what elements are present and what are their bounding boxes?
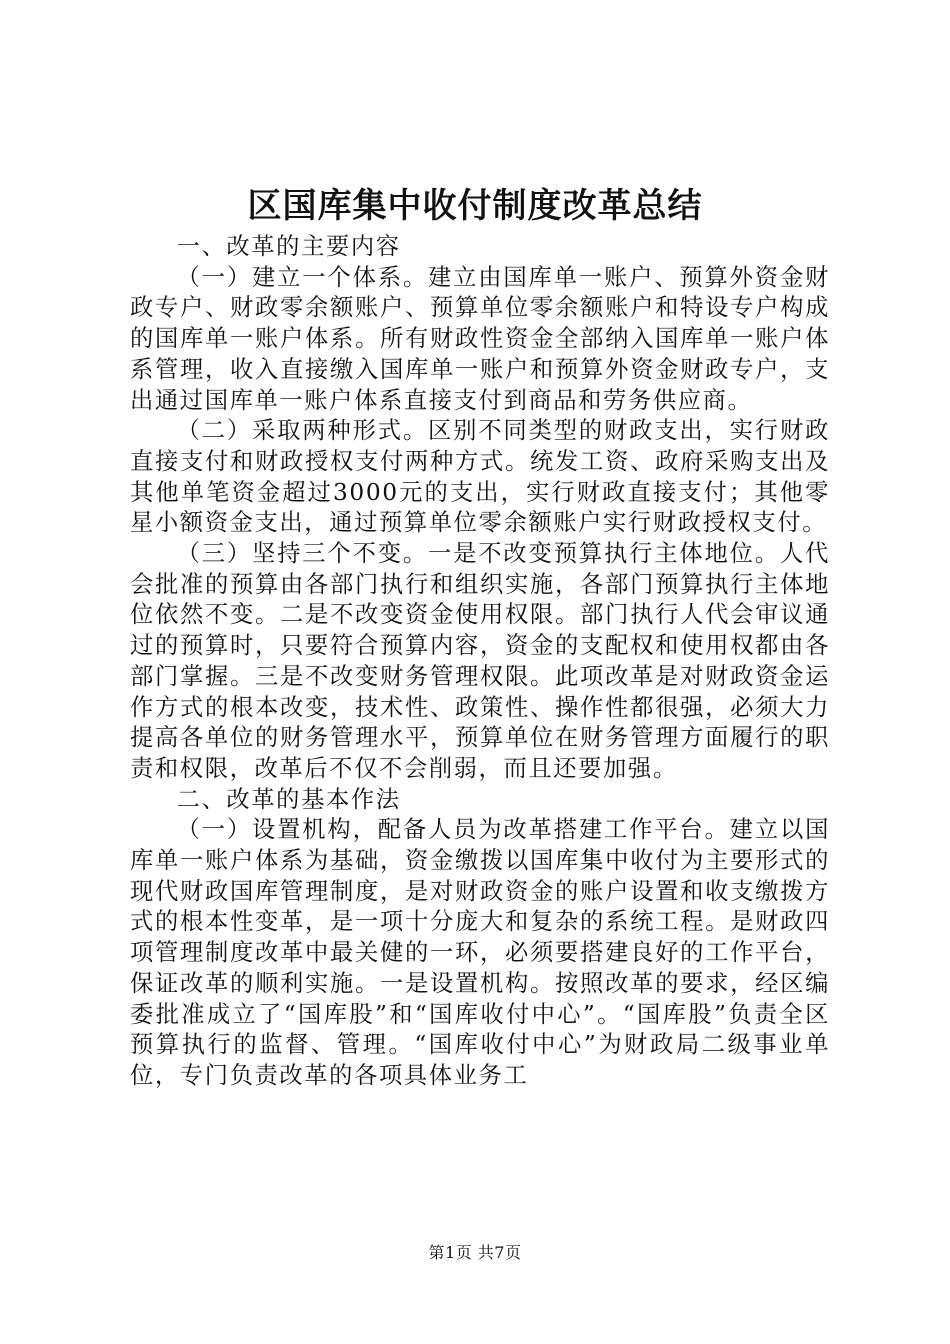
paragraph: （二）采取两种形式。区别不同类型的财政支出，实行财政直接支付和财政授权支付两种方式。统发工资、政府采购支出及其他单笔资金超过3000元的支出，实行财政直接支付；其他零星小额资金支出，通过预算单位零余额账户实行财政授权支付。	[130, 417, 830, 537]
paragraph: （一）设置机构，配备人员为改革搭建工作平台。建立以国库单一账户体系为基础，资金缴拨以国库集中收付为主要形式的现代财政国库管理制度，是对财政资金的账户设置和收支缴拨方式的根本性变革，是一项十分庞大和复杂的系统工程。是财政四项管理制度改革中最关健的一环，必须要搭建良好的工作平台，保证改革的顺利实施。一是设置机构。按照改革的要求，经区编委批准成立了“国库股”和“国库收付中心”。“国库股”负责全区预算执行的监督、管理。“国库收付中心”为财政局二级事业单位，专门负责改革的各项具体业务工	[130, 816, 830, 1089]
section-heading: 二、改革的基本作法	[176, 785, 401, 813]
paragraph: （三）坚持三个不变。一是不改变预算执行主体地位。人代会批准的预算由各部门执行和组织实施，各部门预算执行主体地位依然不变。二是不改变资金使用权限。部门执行人代会审议通过的预算时，只要符合预算内容，资金的支配权和使用权都由各部门掌握。三是不改变财务管理权限。此项改革是对财政资金运作方式的根本改变，技术性、政策性、操作性都很强，必须大力提高各单位的财务管理水平，预算单位在财务管理方面履行的职责和权限，改革后不仅不会削弱，而且还要加强。	[130, 540, 830, 782]
paragraph: （一）建立一个体系。建立由国库单一账户、预算外资金财政专户、财政零余额账户、预算单位零余额账户和特设专户构成的国库单一账户体系。所有财政性资金全部纳入国库单一账户体系管理，收入直接缴入国库单一账户和预算外资金财政专户，支出通过国库单一账户体系直接支付到商品和劳务供应商。	[130, 263, 830, 414]
document-title: 区国库集中收付制度改革总结	[247, 186, 703, 226]
document-body	[130, 232, 830, 1092]
page-footer: 第1页 共7页	[428, 1243, 522, 1262]
section-heading: 一、改革的主要内容	[176, 233, 401, 260]
